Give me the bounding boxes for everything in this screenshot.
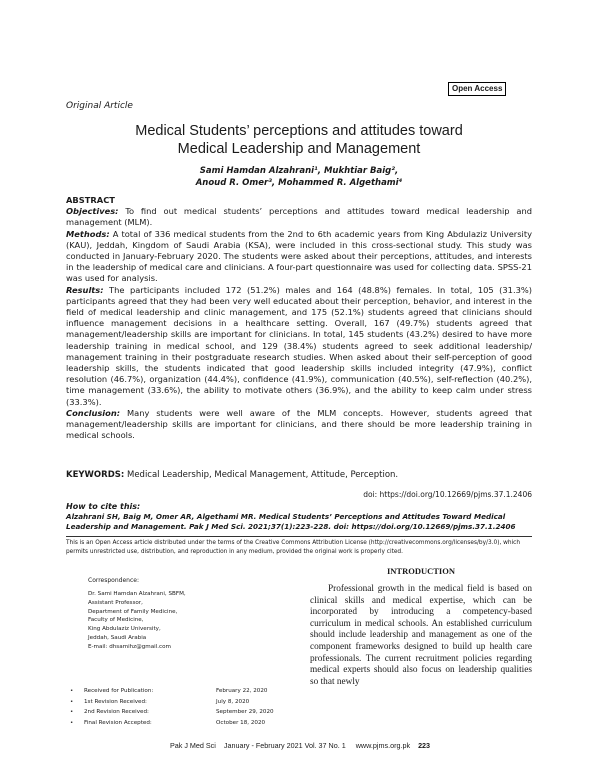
date-row: [70, 718, 274, 729]
date-value: July 8, 2020: [216, 698, 250, 705]
page-footer: [0, 741, 600, 750]
corr-line: Dr. Sami Hamdan Alzahrani, SBFM,: [88, 591, 186, 597]
date-row: [70, 707, 274, 718]
keywords-text: Medical Leadership, Medical Management, Attitude, Perception.: [126, 470, 399, 480]
abstract-methods: [66, 229, 532, 285]
footer-page-number: 223: [418, 741, 431, 750]
date-row: [70, 686, 274, 697]
footer-url[interactable]: www.pjms.org.pk: [355, 741, 411, 750]
authors-line-1: Sami Hamdan Alzahrani¹, Mukhtiar Baig²,: [199, 166, 399, 176]
footer-issue: January - February 2021 Vol. 37 No. 1: [223, 741, 346, 750]
cite-heading: How to cite this:: [66, 502, 141, 511]
conclusion-label: Conclusion:: [66, 407, 121, 418]
doi-link[interactable]: doi: https://doi.org/10.12669/pjms.37.1.2406: [363, 490, 532, 499]
corr-line: Faculty of Medicine,: [88, 617, 144, 624]
conclusion-text: Many students were well aware of the MLM concepts. However, students agreed that management/leadership skills are important for clinicians, and there should be more leadership training in medical schools.: [66, 407, 533, 441]
methods-text: A total of 336 medical students from the 2nd to 6th academic years from King Abdulaziz University (KAU), Jeddah, Kingdom of Saudi Arabia (KSA), were included in this cross-sectional study. This study was conducted in January-February 2020. The students were asked about their perceptions, attitudes, and interests in the leadership of medical care and clinicians. A four-part questionnaire was used for collecting data. SPSS-21 was used for analysis.: [66, 228, 533, 284]
bullet-icon: •: [70, 688, 74, 694]
citation-text: Alzahrani SH, Baig M, Omer AR, Algethami MR. Medical Students’ Perceptions and Attitudes Toward Medical Leadership and Management. Pak J Med Sci. 2021;37(1):223-228. doi: https://doi.org/10.12669/pjms.37.1.2406: [66, 512, 516, 531]
corr-line: Jeddah, Saudi Arabia: [88, 634, 147, 641]
title-line-1: Medical Students’ perceptions and attitudes toward: [135, 123, 463, 139]
date-label: 1st Revision Received:: [84, 698, 147, 705]
objectives-text: To find out medical students’ perceptions and attitudes toward medical leadership and management (MLM).: [66, 206, 532, 228]
introduction-heading: INTRODUCTION: [386, 566, 455, 576]
license-text: This is an Open Access article distributed under the terms of the Creative Commons Attribution License (http://creativecommons.org/licenses/by/3.0), which permits unrestricted use, distribution, and reproduction in any medium, provided the original work is properly cited.: [66, 540, 521, 555]
abstract: [66, 195, 532, 441]
date-value: September 29, 2020: [216, 709, 274, 715]
title-line-2: Medical Leadership and Management: [177, 141, 421, 157]
date-value: February 22, 2020: [216, 688, 268, 694]
objectives-label: Objectives:: [66, 206, 119, 217]
date-row: [70, 697, 274, 708]
bullet-icon: •: [70, 709, 74, 715]
results-label: Results:: [66, 284, 104, 295]
abstract-objectives: [66, 206, 532, 228]
methods-label: Methods:: [66, 228, 110, 239]
date-label: Received for Publication:: [84, 688, 154, 694]
date-value: October 18, 2020: [216, 719, 266, 726]
abstract-conclusion: [66, 408, 532, 442]
submission-dates: [70, 686, 274, 728]
corr-line: King Abdulaziz University,: [88, 626, 161, 633]
author-list: [66, 165, 532, 189]
corr-line: Assistant Professor,: [88, 599, 143, 606]
corr-email[interactable]: E-mail: dhsamihz@gmail.com: [88, 643, 171, 650]
article-type: Original Article: [66, 101, 133, 111]
article-title: [66, 122, 532, 158]
authors-line-2: Anoud R. Omer³, Mohammed R. Algethami⁴: [195, 178, 403, 188]
date-label: Final Revision Accepted:: [84, 719, 152, 726]
keywords-label: KEYWORDS:: [66, 470, 125, 480]
bullet-icon: •: [70, 719, 74, 726]
corr-line: Department of Family Medicine,: [88, 608, 178, 615]
correspondence-block: [88, 590, 186, 652]
footer-journal: Pak J Med Sci: [169, 741, 216, 750]
keywords: [66, 470, 532, 480]
date-label: 2nd Revision Received:: [84, 709, 149, 715]
divider: [66, 536, 532, 537]
open-access-badge: Open Access: [448, 82, 506, 96]
results-text: The participants included 172 (51.2%) males and 164 (48.8%) females. In total, 105 (31.3%) participants agreed that they had been very well educated about their perception, behavior, and interest in the field of medical leadership and clinic management, and 175 (52.1%) students agreed that clinicians should influence management decisions in a healthcare setting. Overall, 167 (49.7%) students agreed that management/leadership skills are important for clinicians. In total, 145 students (43.2%) desired to have more leadership training in medical school, and 129 (38.4%) students agreed to seek additional leadership/ management training in their postgraduate research studies. When asked about their self-perception of good leadership skills, the students indicated that good leadership skills included integrity (47.9%), conflict resolution (46.7%), organization (44.4%), confidence (41.9%), communication (40.5%), self-reflection (40.2%), time management (33.6%), the ability to motivate others (36.9%), and the ability to keep calm under stress (33.3%).: [66, 284, 532, 407]
bullet-icon: •: [70, 698, 74, 705]
introduction-text: Professional growth in the medical field is based on clinical skills and medical expertise, which can be incorporated by introducing a competency-based curriculum in medical schools. An established curriculum should include leadership and management as one of the component frameworks designed to build up health care professionals. The current recruitment policies regarding medical experts should also focus on leadership qualities so that newly: [310, 584, 532, 687]
correspondence-heading: Correspondence:: [88, 577, 139, 584]
abstract-results: [66, 285, 532, 408]
abstract-heading: ABSTRACT: [66, 195, 115, 205]
